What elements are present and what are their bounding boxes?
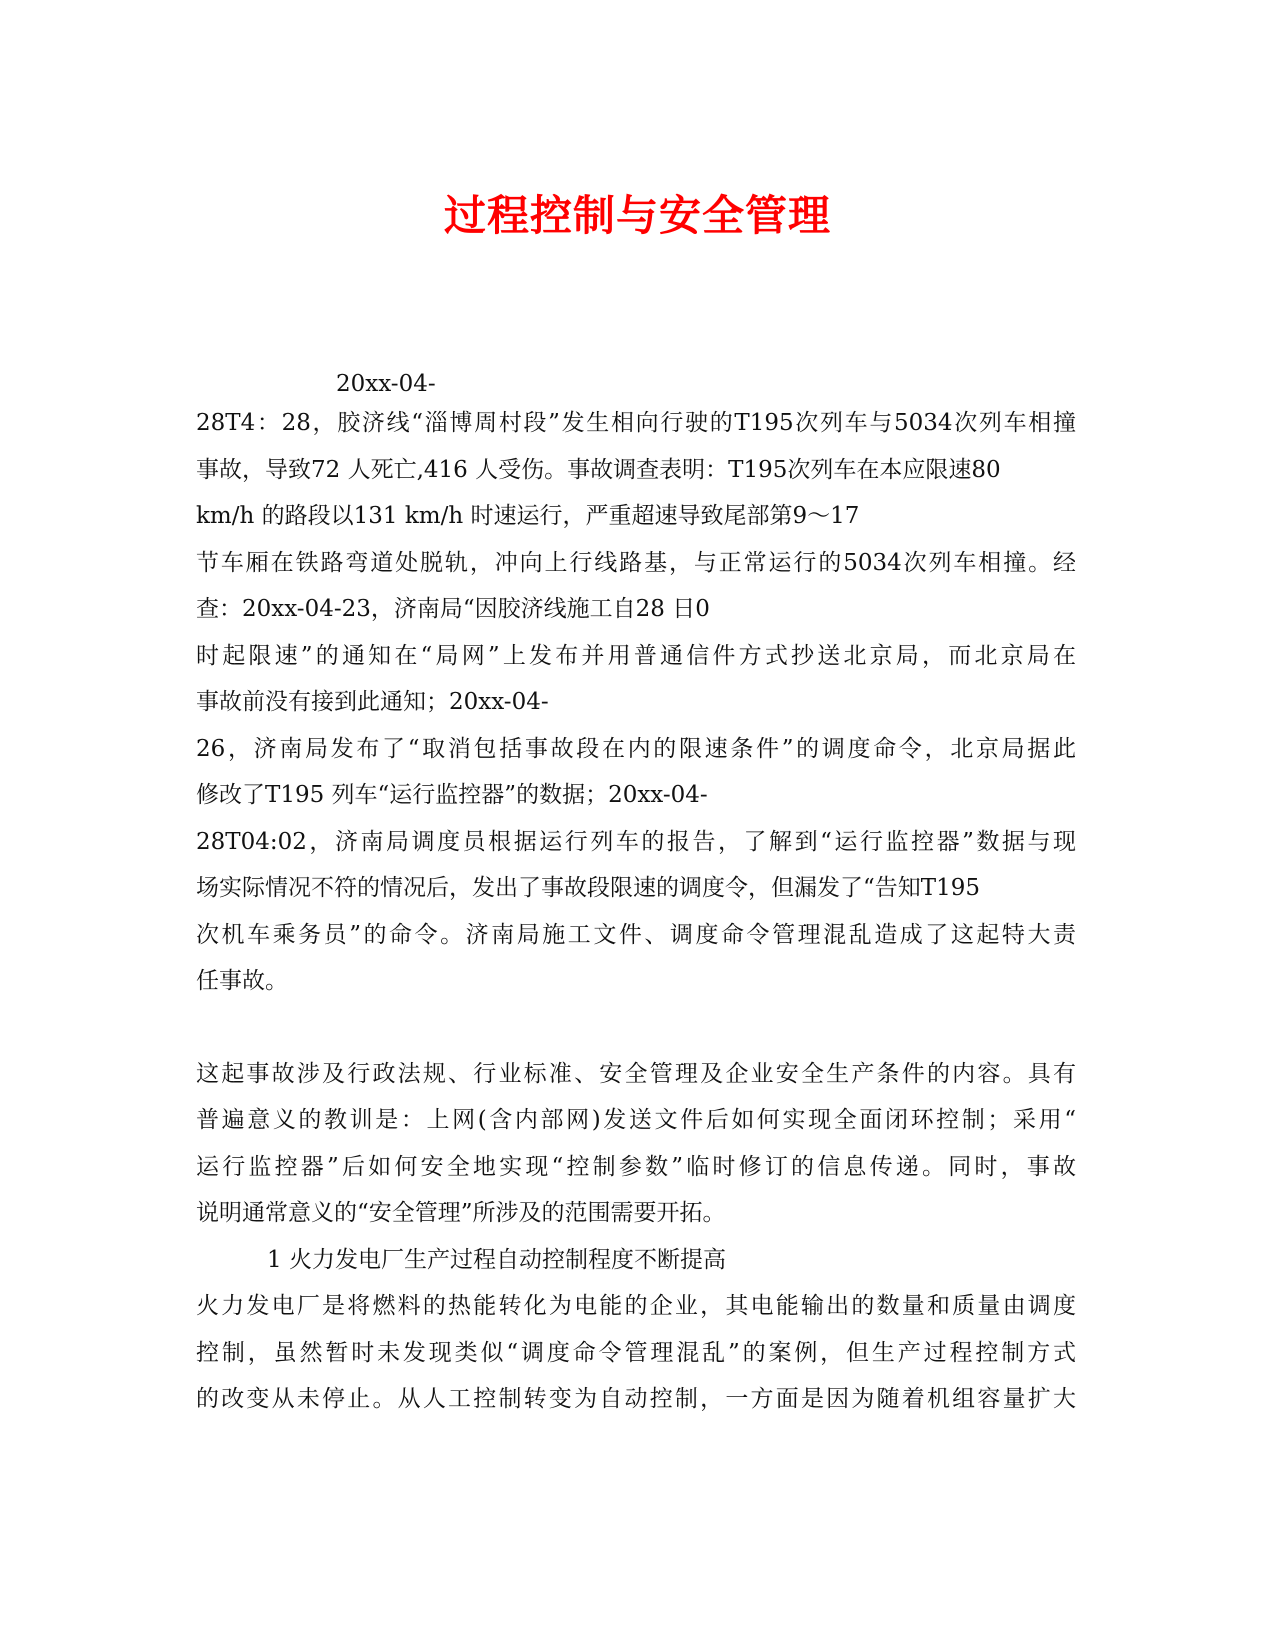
text-line: km/h 的路段以131 km/h 时速运行，严重超速导致尾部第9～17 <box>196 503 860 529</box>
section-heading: 1 火力发电厂生产过程自动控制程度不断提高 <box>267 1247 726 1273</box>
text-line: 26，济南局发布了“取消包括事故段在内的限速条件”的调度命令，北京局据此 <box>196 736 1076 762</box>
text-line: 事故，导致72 人死亡,416 人受伤。事故调查表明：T195次列车在本应限速80 <box>196 457 1001 483</box>
text-line: 这起事故涉及行政法规、行业标准、安全管理及企业安全生产条件的内容。具有 <box>196 1061 1076 1087</box>
text-line: 火力发电厂是将燃料的热能转化为电能的企业，其电能输出的数量和质量由调度 <box>196 1293 1076 1319</box>
text-line: 28T4：28，胶济线“淄博周村段”发生相向行驶的T195次列车与5034次列车相撞 <box>196 410 1076 436</box>
text-line: 任事故。 <box>196 968 288 994</box>
text-line: 场实际情况不符的情况后，发出了事故段限速的调度令，但漏发了“告知T195 <box>196 875 980 901</box>
text-line: 节车厢在铁路弯道处脱轨，冲向上行线路基，与正常运行的5034次列车相撞。经 <box>196 550 1076 576</box>
text-line: 修改了T195 列车“运行监控器”的数据；20xx-04- <box>196 782 708 808</box>
text-line: 控制，虽然暂时未发现类似“调度命令管理混乱”的案例，但生产过程控制方式 <box>196 1340 1076 1366</box>
text-line: 28T04:02，济南局调度员根据运行列车的报告，了解到“运行监控器”数据与现 <box>196 829 1076 855</box>
text-line: 事故前没有接到此通知；20xx-04- <box>196 689 549 715</box>
text-line: 20xx-04- <box>336 371 436 397</box>
text-line: 普遍意义的教训是：上网(含内部网)发送文件后如何实现全面闭环控制；采用“ <box>196 1107 1076 1133</box>
text-line: 次机车乘务员”的命令。济南局施工文件、调度命令管理混乱造成了这起特大责 <box>196 922 1076 948</box>
text-line: 运行监控器”后如何安全地实现“控制参数”临时修订的信息传递。同时，事故 <box>196 1154 1076 1180</box>
text-line: 查：20xx-04-23，济南局“因胶济线施工自28 日0 <box>196 596 710 622</box>
text-line: 时起限速”的通知在“局网”上发布并用普通信件方式抄送北京局，而北京局在 <box>196 643 1076 669</box>
document-title: 过程控制与安全管理 <box>443 191 831 241</box>
text-line: 说明通常意义的“安全管理”所涉及的范围需要开拓。 <box>196 1200 726 1226</box>
text-line: 的改变从未停止。从人工控制转变为自动控制，一方面是因为随着机组容量扩大 <box>196 1386 1076 1412</box>
